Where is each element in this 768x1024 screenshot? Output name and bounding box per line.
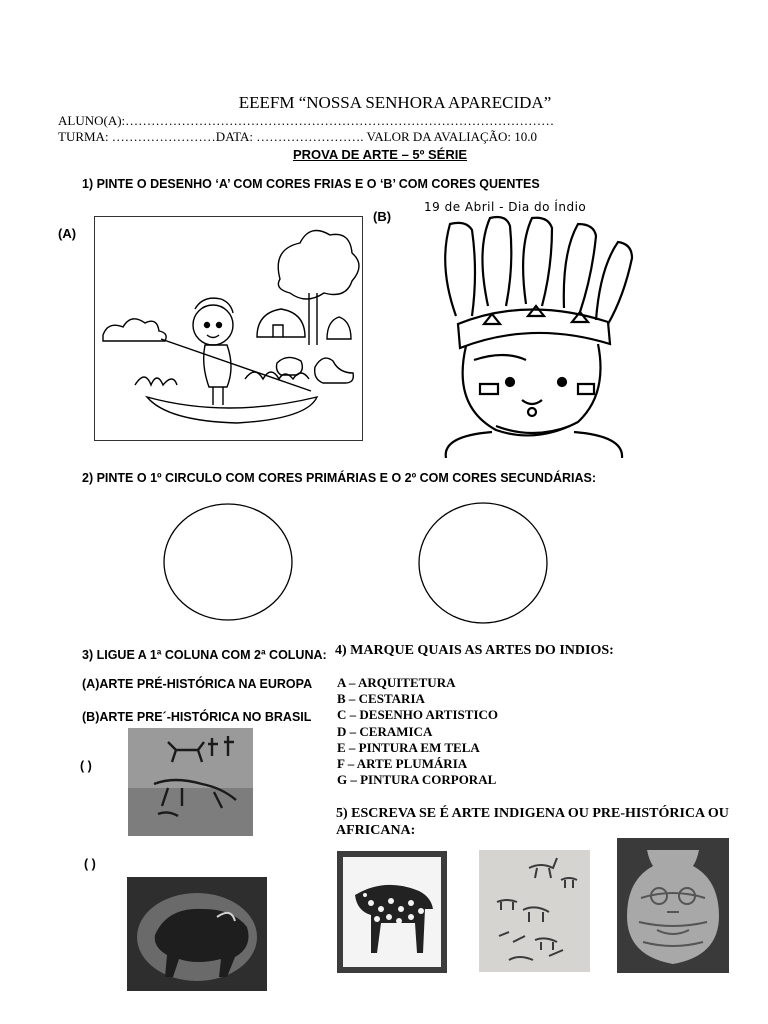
question-1-text: 1) PINTE O DESENHO ‘A’ COM CORES FRIAS E O ‘B’ COM CORES QUENTES [82,177,540,191]
exam-title: PROVA DE ARTE – 5º SÉRIE [292,147,468,162]
q4-option-c[interactable]: C – DESENHO ARTISTICO [337,707,499,723]
question-2-text: 2) PINTE O 1º CIRCULO COM CORES PRIMÁRIAS E O 2º COM CORES SECUNDÁRIAS: [82,471,597,485]
question-5-text-line1: 5) ESCREVA SE É ARTE INDIGENA OU PRE-HISTÓRICA OU [336,806,729,821]
circle-secondary-colors[interactable] [415,500,555,626]
q4-option-f[interactable]: F – ARTE PLUMÁRIA [337,756,468,772]
drawing-b-caption: 19 de Abril - Dia do Índio [424,200,587,214]
q4-options-list [337,675,498,788]
circle-primary-colors[interactable] [160,500,300,624]
q4-option-d[interactable]: D – CERAMICA [337,723,433,739]
q4-option-g[interactable]: G – PINTURA CORPORAL [337,772,497,788]
class-date-value-line[interactable]: TURMA: ……………………DATA: ……………………. VALOR DA AVALIAÇÃO: 10.0 [58,129,538,144]
q3-item-brazil: (B)ARTE PRE´-HISTÓRICA NO BRASIL [82,710,312,724]
question-3-text: 3) LIGUE A 1ª COLUNA COM 2ª COLUNA: [82,648,327,662]
cave-painting-europe-photo[interactable] [127,877,267,991]
q3-answer-blank-1[interactable]: ( ) [80,759,92,773]
indigenous-ceramic-vase-photo[interactable] [617,838,729,973]
q4-option-b[interactable]: B – CESTARIA [337,691,425,707]
q3-item-europe: (A)ARTE PRÉ-HISTÓRICA NA EUROPA [82,677,313,691]
rock-art-brazil-photo[interactable] [128,728,253,836]
q4-option-e[interactable]: E – PINTURA EM TELA [337,739,480,755]
q3-answer-blank-2[interactable]: ( ) [84,857,96,871]
african-art-painting-photo[interactable] [337,851,447,973]
question-4-text: 4) MARQUE QUAIS AS ARTES DO INDIOS: [335,643,614,658]
q4-option-a[interactable]: A – ARQUITETURA [337,675,456,690]
drawing-a-boy-canoe[interactable] [94,216,363,441]
drawing-b-indigenous-child[interactable] [418,196,638,458]
prehistoric-rock-art-photo[interactable] [479,850,590,972]
student-name-field[interactable]: ALUNO(A):……………………………………………………………………………………… [58,113,555,128]
question-5-text-line2: AFRICANA: [336,823,416,838]
drawing-a-label: (A) [58,226,77,241]
drawing-b-label: (B) [373,209,392,224]
school-name: EEEFM “NOSSA SENHORA APARECIDA” [238,93,552,112]
